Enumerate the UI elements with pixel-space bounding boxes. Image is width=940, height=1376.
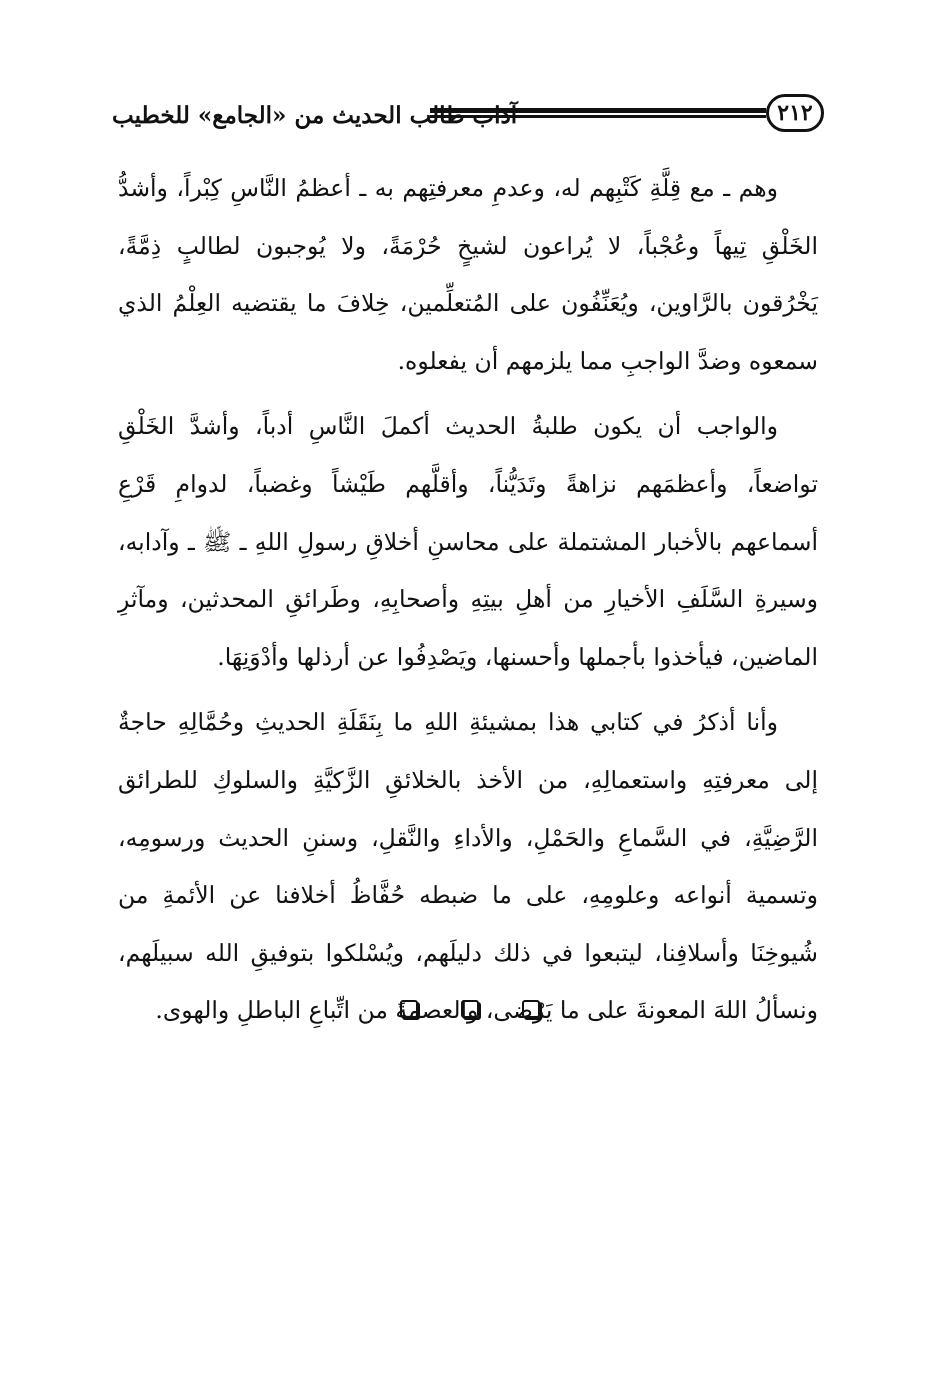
paragraph-2: والواجب أن يكون طلبةُ الحديث أكملَ النَّاسِ أدباً، وأشدَّ الخَلْقِ تواضعاً، وأعظمَهم نزاهةً وتَدَيُّناً، وأقلَّهم طَيْشاً وغضباً، لدوامِ قَرْعِ أسماعهم بالأخبار المشتملة على محاسنِ أخلاقِ رسولِ اللهِ ـ ﷺ ـ وآدابه، وسيرةِ السَّلَفِ الأخيارِ من أهلِ بيتِهِ وأصحابِهِ، وطَرائقِ المحدثين، ومآثرِ الماضين، فيأخذوا بأجملها وأحسنها، ويَصْدِفُوا عن أرذلها وأدْوَنِهَا. <box>118 412 818 671</box>
running-title: آداب طالب الحديث من «الجامع» للخطيب <box>112 102 518 129</box>
page-header <box>112 92 824 140</box>
square-ornament-icon <box>400 1000 418 1018</box>
square-ornament-icon <box>461 1000 479 1018</box>
square-ornament-icon <box>522 1000 540 1018</box>
paragraph-1: وهم ـ مع قِلَّةِ كَتْبِهم له، وعدمِ معرفتِهم به ـ أعظمُ النَّاسِ كِبْراً، وأشدُّ الخَلْقِ تِيهاً وعُجْباً، لا يُراعون لشيخٍ حُرْمَةً، ولا يُوجبون لطالبٍ ذِمَّةً، يَخْرُقون بالرَّاوين، ويُعَنِّفُون على المُتعلِّمين، خِلافَ ما يقتضيه العِلْمُ الذي سمعوه وضدَّ الواجبِ مما يلزمهم أن يفعلوه. <box>118 174 818 375</box>
paragraph-3: وأنا أذكرُ في كتابي هذا بمشيئةِ اللهِ ما بِنَقَلَةِ الحديثِ وحُمَّالِهِ حاجةٌ إلى معرفتِهِ واستعمالِهِ، من الأخذ بالخلائقِ الزَّكيَّةِ والسلوكِ للطرائق الرَّضِيَّةِ، في السَّماعِ والحَمْلِ، والأداءِ والنَّقلِ، وسننِ الحديث ورسومِه، وتسمية أنواعه وعلومِهِ، على ما ضبطه حُفَّاظُ أخلافنا عن الأئمةِ من شُيوخِنَا وأسلافِنا، ليتبعوا في ذلك دليلَهم، ويُسْلكوا بتوفيقِ الله سبيلَهم، ونسألُ اللهَ المعونةَ على ما يَرْضى، والعصمةَ من اتِّباعِ الباطلِ والهوى. <box>118 708 818 1025</box>
page-number: ٢١٢ <box>766 94 824 132</box>
section-end-ornament <box>400 1000 540 1024</box>
header-double-rule <box>430 108 766 118</box>
body-text <box>118 160 818 1048</box>
